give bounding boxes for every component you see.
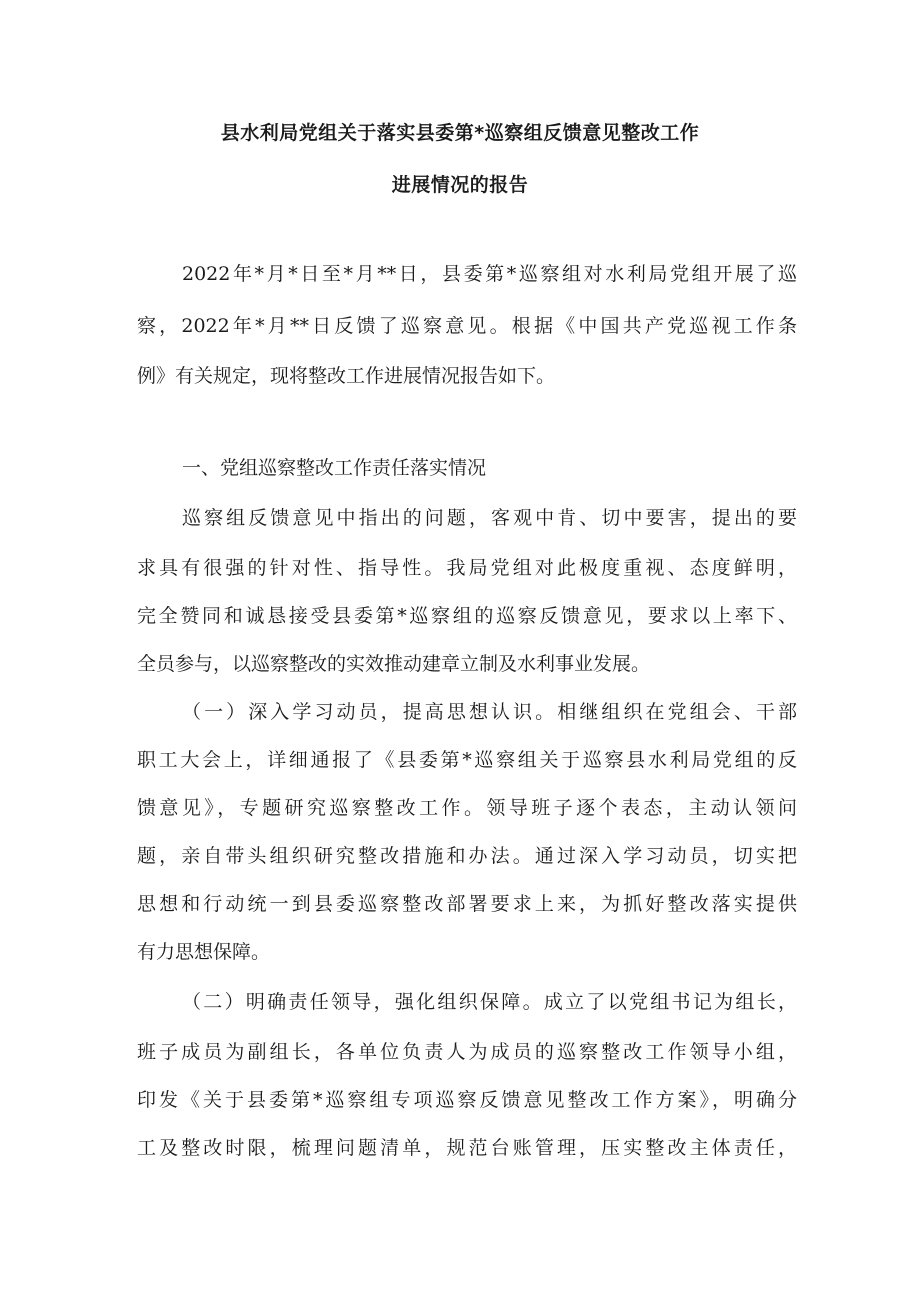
paragraph-line: 例》有关规定，现将整改工作进展情况报告如下。 <box>137 365 556 387</box>
paragraph-line: 印发《关于县委第*巡察组专项巡察反馈意见整改工作方案》，明确分 <box>137 1089 797 1111</box>
section-heading: 一、党组巡察整改工作责任落实情况 <box>182 457 487 479</box>
paragraph-line: 全员参与，以巡察整改的实效推动建章立制及水利事业发展。 <box>137 653 651 675</box>
paragraph-line: 馈意见》，专题研究巡察整改工作。领导班子逐个表态，主动认领问 <box>137 797 797 819</box>
paragraph-line: （一）深入学习动员，提高思想认识。相继组织在党组会、干部 <box>182 701 797 723</box>
paragraph-line: （二）明确责任领导，强化组织保障。成立了以党组书记为组长， <box>182 991 797 1013</box>
paragraph-line: 题，亲自带头组织研究整改措施和办法。通过深入学习动员，切实把 <box>137 845 797 867</box>
paragraph-line: 有力思想保障。 <box>137 941 271 963</box>
paragraph-line: 2022年*月*日至*月**日，县委第*巡察组对水利局党组开展了巡 <box>182 263 797 285</box>
paragraph-line: 察，2022年*月**日反馈了巡察意见。根据《中国共产党巡视工作条 <box>137 315 797 337</box>
document-title-line-2: 进展情况的报告 <box>391 174 529 196</box>
paragraph-line: 巡察组反馈意见中指出的问题，客观中肯、切中要害，提出的要 <box>182 507 797 529</box>
paragraph-line: 思想和行动统一到县委巡察整改部署要求上来，为抓好整改落实提供 <box>137 893 797 915</box>
paragraph-line: 班子成员为副组长，各单位负责人为成员的巡察整改工作领导小组， <box>137 1041 797 1063</box>
paragraph-line: 工及整改时限，梳理问题清单，规范台账管理，压实整改主体责任， <box>137 1137 797 1159</box>
document-title-line-1: 县水利局党组关于落实县委第*巡察组反馈意见整改工作 <box>220 122 700 144</box>
paragraph-line: 完全赞同和诚恳接受县委第*巡察组的巡察反馈意见，要求以上率下、 <box>137 605 797 627</box>
paragraph-line: 职工大会上，详细通报了《县委第*巡察组关于巡察县水利局党组的反 <box>137 749 797 771</box>
paragraph-line: 求具有很强的针对性、指导性。我局党组对此极度重视、态度鲜明， <box>137 557 797 579</box>
